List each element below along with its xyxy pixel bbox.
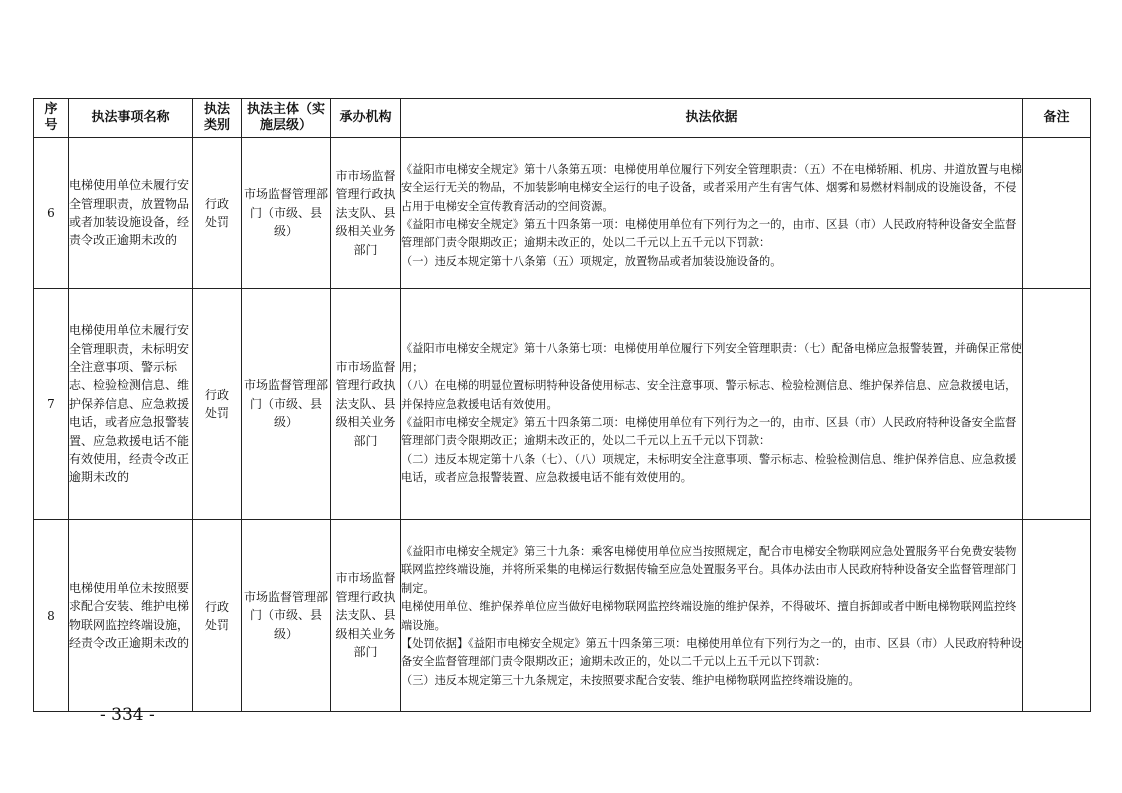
basis-paragraph: （二）违反本规定第十八条（七）、（八）项规定，未标明安全注意事项、警示标志、检验检测信息、维护保养信息、应急救援电话，或者应急报警装置、应急救援电话不能有效使用的。 [401,452,1017,485]
table-row [34,289,1091,520]
header-subject: 执法主体（实施层级） [242,99,331,138]
basis-paragraph: （八）在电梯的明显位置标明特种设备使用标志、安全注意事项、警示标志、检验检测信息、维护保养信息、应急救援电话，并保持应急救援电话有效使用。 [401,379,1017,411]
row-type: 行政处罚 [193,520,242,712]
law-enforcement-table [33,98,1091,712]
row-seq: 6 [34,138,69,289]
basis-paragraph: 《益阳市电梯安全规定》第五十四条第二项：电梯使用单位有下列行为之一的，由市、区县（市）人民政府特种设备安全监督管理部门责令限期改正；逾期未改正的，处以二千元以上五千元以下罚款： [401,416,1017,448]
row-remark [1023,520,1091,712]
basis-paragraph: 《益阳市电梯安全规定》第三十九条：乘客电梯使用单位应当按照规定，配合市电梯安全物联网应急处置服务平台免费安装物联网监控终端设施，并将所采集的电梯运行数据传输至应急处置服务平台。具体办法由市人民政府特种设备安全监督管理部门制定。 [401,544,1017,595]
row-subject: 市场监督管理部门（市级、县级） [242,520,331,712]
header-org: 承办机构 [331,99,401,138]
row-type: 行政处罚 [193,138,242,289]
table-row [34,138,1091,289]
row-subject: 市场监督管理部门（市级、县级） [242,289,331,520]
header-name: 执法事项名称 [69,99,193,138]
row-type: 行政处罚 [193,289,242,520]
row-seq: 8 [34,520,69,712]
header-basis: 执法依据 [401,99,1023,138]
basis-paragraph: （一）违反本规定第十八条第（五）项规定，放置物品或者加装设施设备的。 [401,254,782,268]
table-header-row [34,99,1091,138]
page-number: - 334 - [100,705,155,725]
row-seq: 7 [34,289,69,520]
row-name: 电梯使用单位未履行安全管理职责，放置物品或者加装设施设备，经责令改正逾期未改的 [69,138,193,289]
row-name: 电梯使用单位未按照要求配合安装、维护电梯物联网监控终端设施，经责令改正逾期未改的 [69,520,193,712]
basis-paragraph: 《益阳市电梯安全规定》第五十四条第一项：电梯使用单位有下列行为之一的，由市、区县（市）人民政府特种设备安全监督管理部门责令限期改正；逾期未改正的，处以二千元以上五千元以下罚款： [401,218,1017,250]
basis-paragraph: （三）违反本规定第三十九条规定，未按照要求配合安装、维护电梯物联网监控终端设施的。 [401,673,860,687]
table-row [34,520,1091,712]
basis-paragraph: 《益阳市电梯安全规定》第十八条第五项：电梯使用单位履行下列安全管理职责：（五）不在电梯轿厢、机房、井道放置与电梯安全运行无关的物品，不加装影响电梯安全运行的电子设备，或者采用产生有害气体、烟雾和易燃材料制成的设施设备，不侵占用于电梯安全宣传教育活动的空间资源。 [401,162,1022,213]
row-basis [401,520,1023,712]
row-remark [1023,289,1091,520]
row-subject: 市场监督管理部门（市级、县级） [242,138,331,289]
row-org: 市市场监督管理行政执法支队、县级相关业务部门 [331,138,401,289]
row-basis [401,138,1023,289]
header-remark: 备注 [1023,99,1091,138]
row-basis [401,289,1023,520]
header-seq: 序号 [34,99,69,138]
basis-paragraph: 《益阳市电梯安全规定》第十八条第七项：电梯使用单位履行下列安全管理职责：（七）配备电梯应急报警装置，并确保正常使用； [401,342,1022,374]
row-remark [1023,138,1091,289]
basis-paragraph: 【处罚依据】《益阳市电梯安全规定》第五十四条第三项：电梯使用单位有下列行为之一的，由市、区县（市）人民政府特种设备安全监督管理部门责令限期改正；逾期未改正的，处以二千元以上五千元以下罚款： [401,636,1022,669]
row-org: 市市场监督管理行政执法支队、县级相关业务部门 [331,289,401,520]
header-type: 执法类别 [193,99,242,138]
row-name: 电梯使用单位未履行安全管理职责，未标明安全注意事项、警示标志、检验检测信息、维护保养信息、应急救援电话，或者应急报警装置、应急救援电话不能有效使用，经责令改正逾期未改的 [69,289,193,520]
basis-paragraph: 电梯使用单位、维护保养单位应当做好电梯物联网监控终端设施的维护保养，不得破坏、擅自拆卸或者中断电梯物联网监控终端设施。 [401,600,1017,632]
row-org: 市市场监督管理行政执法支队、县级相关业务部门 [331,520,401,712]
